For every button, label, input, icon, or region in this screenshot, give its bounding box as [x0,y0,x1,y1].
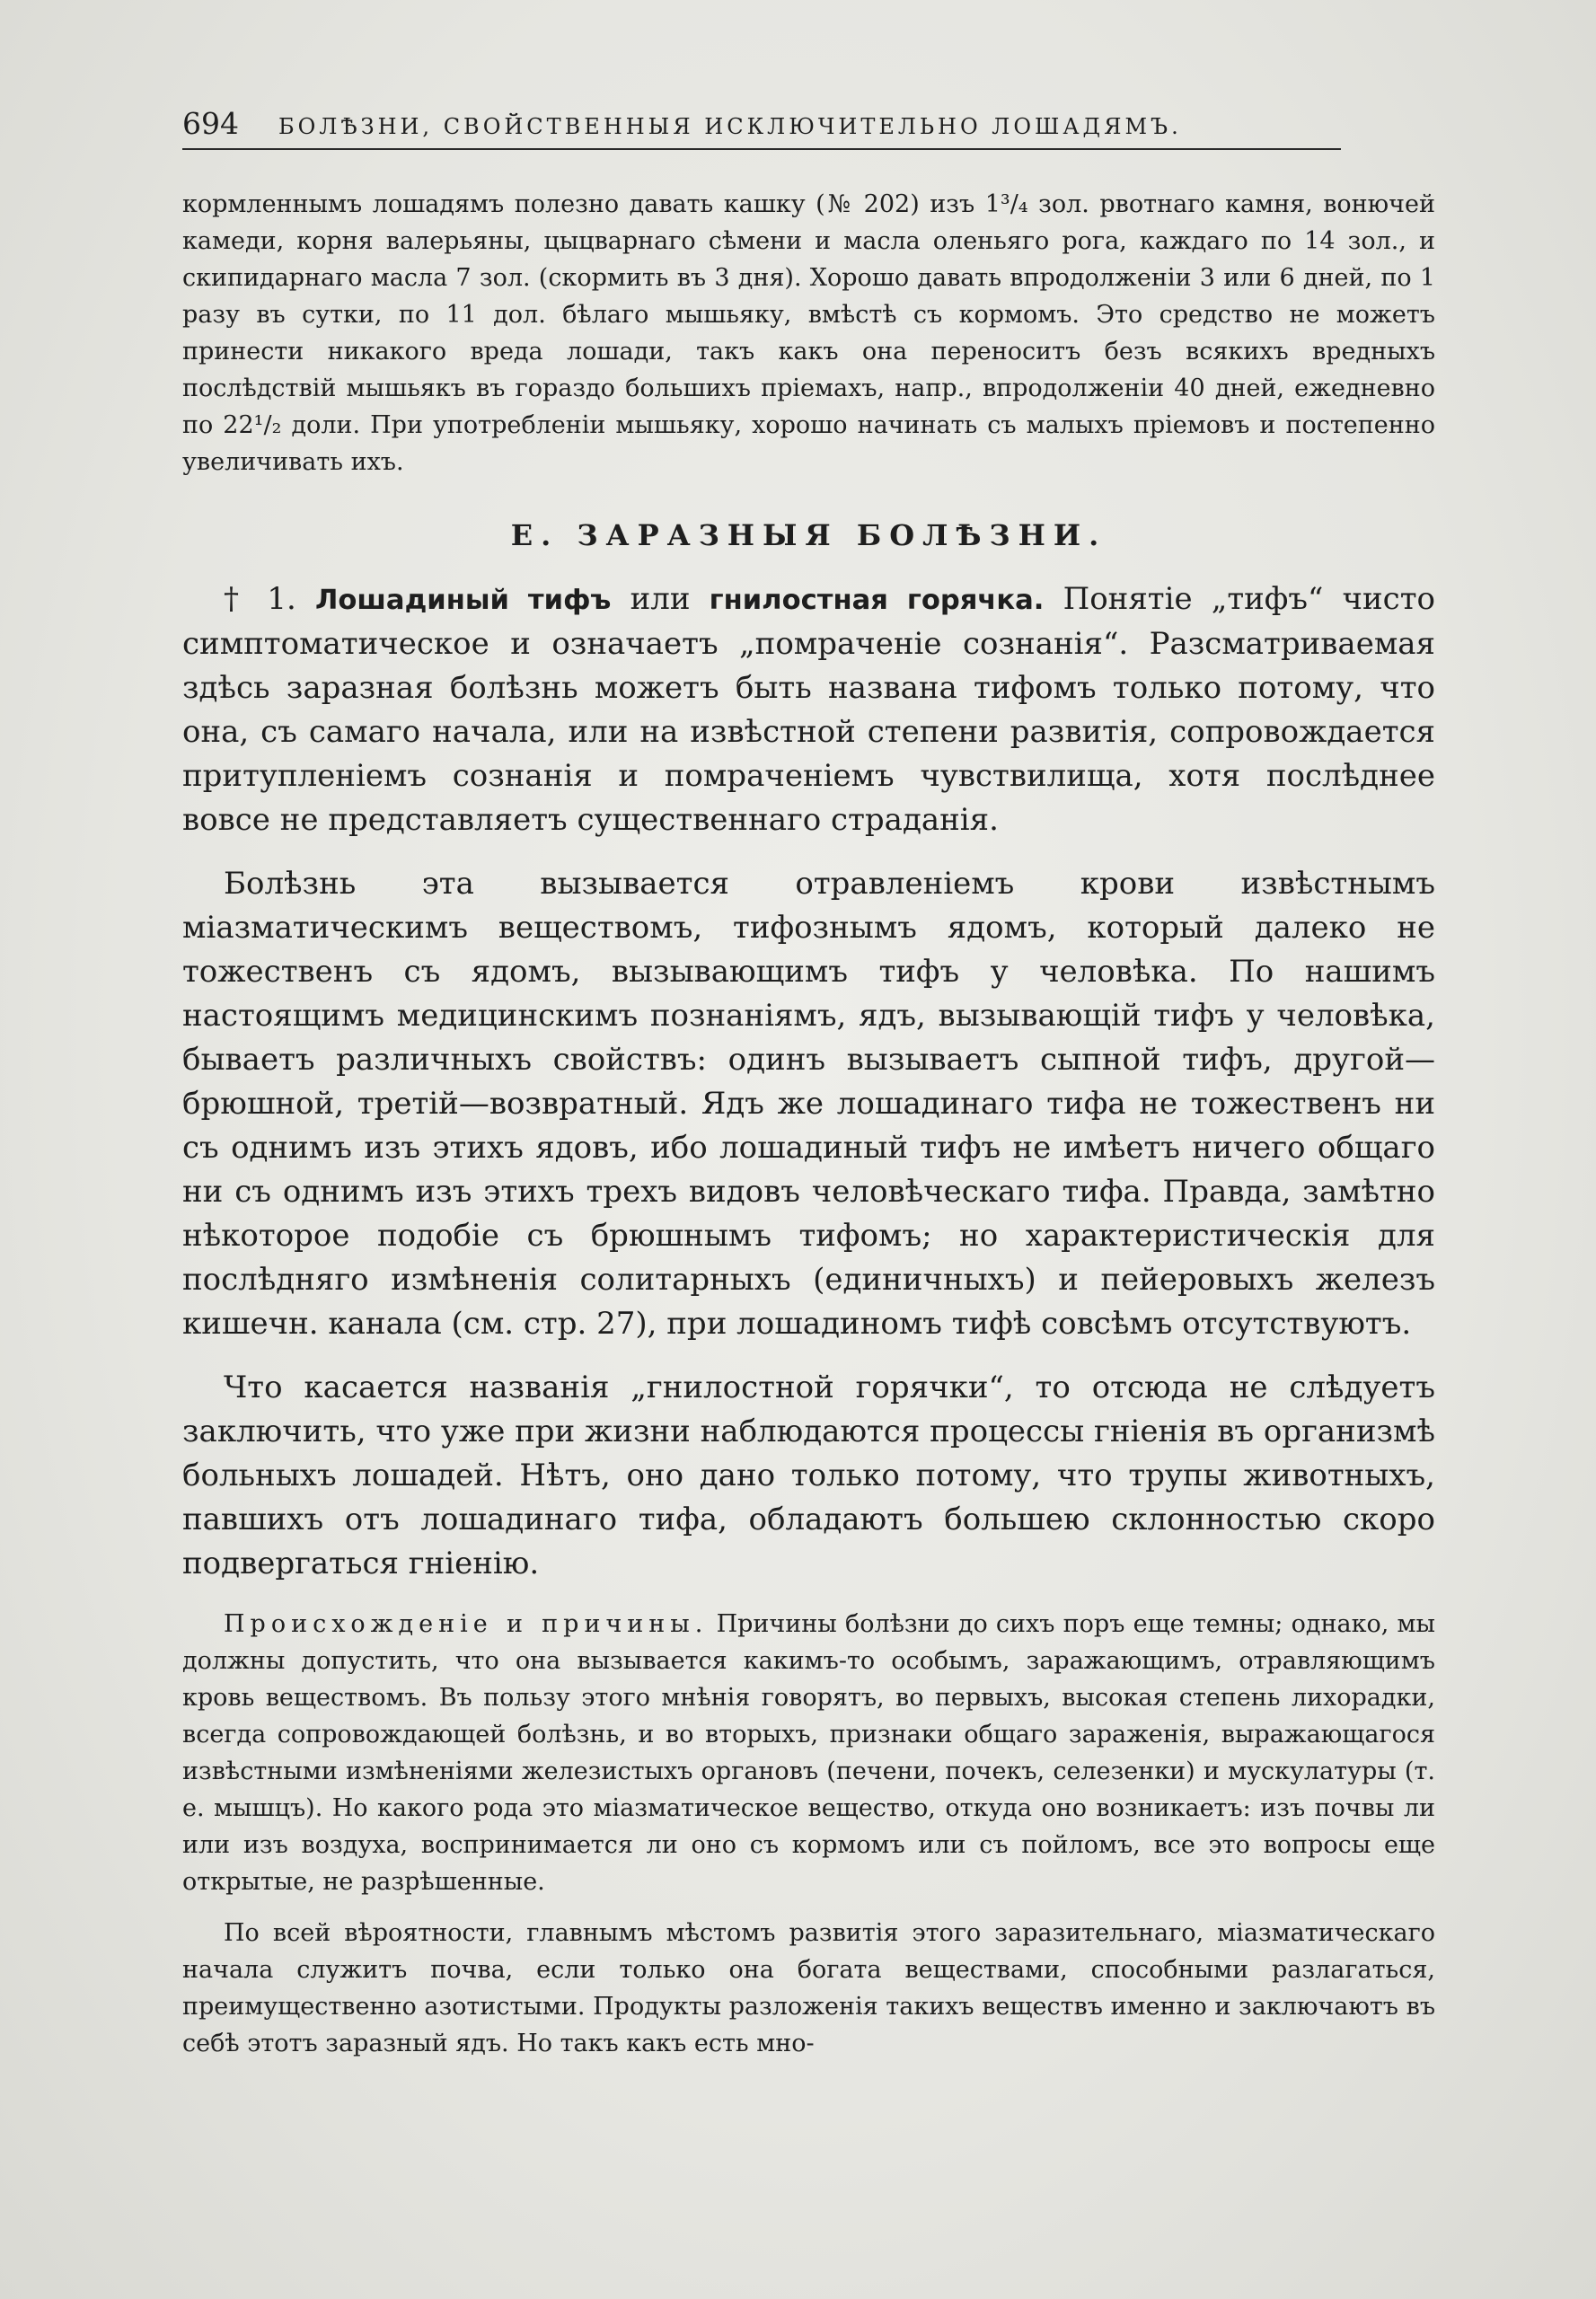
origin-heading: Происхожденіе и причины. [224,1610,709,1638]
intro-block [182,186,1435,480]
article-title: Лошадиный тифъ [315,585,612,616]
origin-section [182,1606,1435,2062]
article-title-connector: или [630,581,691,617]
running-head [182,106,1341,150]
origin-text: Причины болѣзни до сихъ поръ еще темны; однако, мы должны допустить, что она вызывается какимъ-то особымъ, заражающимъ, отравляющимъ кровь веществомъ. Въ пользу этого мнѣнія говорятъ, во первыхъ, высокая степень лихорадки, всегда сопровождающей болѣзнь, и во вторыхъ, признаки общаго зараженія, выражающагося извѣстными измѣненіями железистыхъ органовъ (печени, почекъ, селезенки) и мускулатуры (т. е. мышцъ). Но какого рода это міазматическое вещество, откуда оно возникаетъ: изъ почвы ли или изъ воздуха, воспринимается ли оно съ кормомъ или съ пойломъ, все это вопросы еще открытые, не разрѣшенные. [182,1610,1435,1896]
running-title: БОЛѢЗНИ, СВОЙСТВЕННЫЯ ИСКЛЮЧИТЕЛЬНО ЛОШАДЯМЪ. [278,114,1182,139]
intro-paragraph: кормленнымъ лошадямъ полезно давать кашку (№ 202) изъ 1³/₄ зол. рвотнаго камня, вонючей камеди, корня валерьяны, цыцварнаго сѣмени и масла оленьяго рога, каждаго по 14 зол., и скипидарнаго масла 7 зол. (скормить въ 3 дня). Хорошо давать впродолженіи 3 или 6 дней, по 1 разу въ сутки, по 11 дол. бѣлаго мышьяку, вмѣстѣ съ кормомъ. Это средство не можетъ принести никакого вреда лошади, такъ какъ она переноситъ безъ всякихъ вредныхъ послѣдствій мышьякъ въ гораздо большихъ пріемахъ, напр., впродолженіи 40 дней, ежедневно по 22¹/₂ доли. При употребленіи мышьяку, хорошо начинать съ малыхъ пріемовъ и постепенно увеличивать ихъ. [182,190,1435,476]
article-marker: † 1. [224,581,296,617]
article-paragraph [182,577,1435,842]
article-typhus [182,577,1435,1586]
page-number: 694 [182,106,239,141]
page-content [182,106,1435,2062]
article-title-alt: гнилостная горячка. [709,585,1045,616]
article-text: Понятіе „тифъ“ чисто симптоматическое и означаетъ „помраченіе сознанія“. Разсматриваемая здѣсь заразная болѣзнь можетъ быть названа тифомъ только потому, что она, съ самаго начала, или на извѣстной степени развитія, сопровождается притупленіемъ сознанія и помраченіемъ чувствилища, хотя послѣднее вовсе не представляетъ существеннаго страданія. [182,581,1436,838]
section-heading: Е. ЗАРАЗНЫЯ БОЛѢЗНИ. [510,518,1107,552]
origin-paragraph: По всей вѣроятности, главнымъ мѣстомъ развитія этого заразительнаго, міазматическаго начала служитъ почва, если только она богата веществами, способными разлагаться, преимущественно азотистыми. Продукты разложенія такихъ веществъ именно и заключаютъ въ себѣ этотъ заразный ядъ. Но такъ какъ есть мно- [182,1919,1435,2057]
article-paragraph: Что касается названія „гнилостной горячки“, то отсюда не слѣдуетъ заключить, что уже при жизни наблюдаются процессы гніенія въ организмѣ больныхъ лошадей. Нѣтъ, оно дано только потому, что трупы животныхъ, павшихъ отъ лошадинаго тифа, обладаютъ большею склонностью скоро подвергаться гніенію. [182,1370,1435,1581]
origin-paragraph [182,1606,1435,1900]
article-paragraph: Болѣзнь эта вызывается отравленіемъ крови извѣстнымъ міазматическимъ веществомъ, тифознымъ ядомъ, который далеко не тожественъ съ ядомъ, вызывающимъ тифъ у человѣка. По нашимъ настоящимъ медицинскимъ познаніямъ, ядъ, вызывающій тифъ у человѣка, бываетъ различныхъ свойствъ: одинъ вызываетъ сыпной тифъ, другой—брюшной, третій—возвратный. Ядъ же лошадинаго тифа не тожественъ ни съ однимъ изъ этихъ ядовъ, ибо лошадиный тифъ не имѣетъ ничего общаго ни съ однимъ изъ этихъ трехъ видовъ человѣческаго тифа. Правда, замѣтно нѣкоторое подобіе съ брюшнымъ тифомъ; но характеристическія для послѣдняго измѣненія солитарныхъ (единичныхъ) и пейеровыхъ железъ кишечн. канала (см. стр. 27), при лошадиномъ тифѣ совсѣмъ отсутствуютъ. [182,866,1435,1342]
